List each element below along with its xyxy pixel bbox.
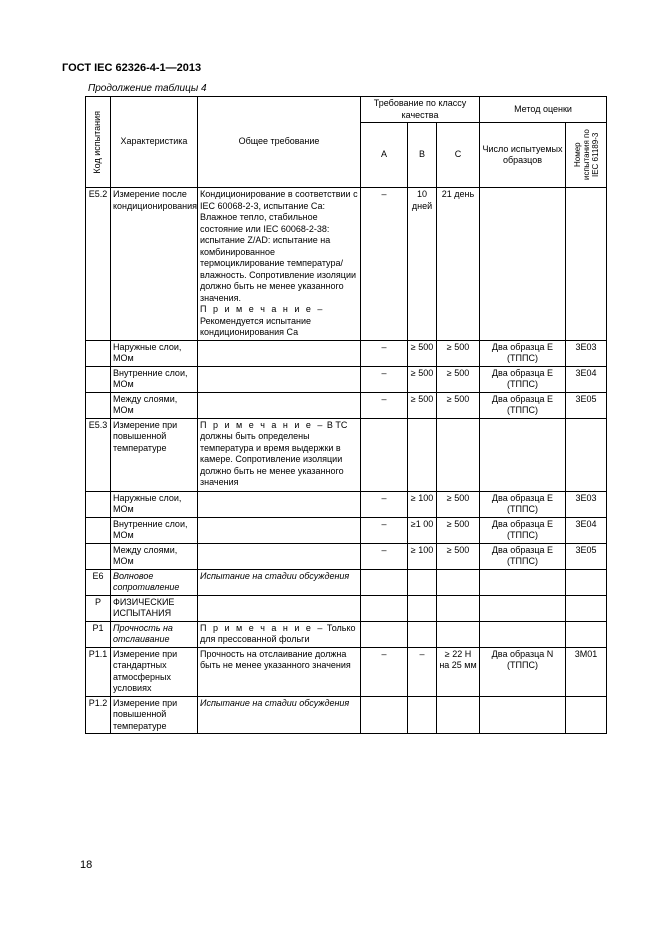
requirements-table — [85, 96, 607, 734]
header-class-b: В — [408, 123, 437, 188]
header-quality-class: Требование по классу качества — [361, 97, 480, 123]
header-method: Метод оценки — [480, 97, 607, 123]
header-class-a: А — [361, 123, 408, 188]
table-row: Е6 Волновое сопротивление Испытание на стадии обсуждения — [86, 569, 607, 595]
table-row: Между слоями, МОм – ≥ 100 ≥ 500 Два образца Е (ТППС) 3Е05 — [86, 543, 607, 569]
header-code: Код испытания — [86, 97, 111, 188]
table-row: Р1.1 Измерение при стандартных атмосферных условиях Прочность на отслаивание должна быть не менее указанного значения – – ≥ 22 Н на 25 мм Два образца N (ТППС) 3М01 — [86, 647, 607, 696]
table-row: Е5.3 Измерение при повышенной температуре П р и м е ч а н и е – В ТС должны быть определены температура и время выдержки в камере. Сопротивление изоляции должно быть не менее указанного значения — [86, 418, 607, 491]
table-row: Между слоями, МОм – ≥ 500 ≥ 500 Два образца Е (ТППС) 3Е05 — [86, 392, 607, 418]
table-row: Р ФИЗИЧЕСКИЕ ИСПЫТАНИЯ — [86, 595, 607, 621]
table-row: Р1 Прочность на отслаивание П р и м е ч а н и е – Только для прессованной фольги — [86, 621, 607, 647]
cell-code: E5.2 — [86, 188, 111, 341]
table-row: Наружные слои, МОм – ≥ 100 ≥ 500 Два образца Е (ТППС) 3Е03 — [86, 491, 607, 517]
table-row: E5.2 Измерение после кондиционирования Кондиционирование в соответствии с IEC 60068-2-3, испытание Са: Влажное тепло, стабильное состояние или IEC 60068-2-38: испытание Z/AD: испытание на комбинированное термоциклирование температура/влажность. Сопротивление изоляции должно быть не менее указанного значения. П р и м е ч а н и е – Рекомендуется испытание кондиционирования Са – 10 дней 21 день — [86, 188, 607, 341]
header-characteristic: Характеристика — [111, 97, 198, 188]
table-caption: Продолжение таблицы 4 — [88, 83, 207, 94]
header-class-c: С — [437, 123, 480, 188]
header-samples: Число испытуемых образцов — [480, 123, 566, 188]
cell-requirement: Кондиционирование в соответствии с IEC 60068-2-3, испытание Са: Влажное тепло, стабильное состояние или IEC 60068-2-38: испытание Z/AD: испытание на комбинированное термоциклирование температура/влажность. Сопротивление изоляции должно быть не менее указанного значения. П р и м е ч а н и е – Рекомендуется испытание кондиционирования Са — [198, 188, 361, 341]
document-title: ГОСТ IEC 62326-4-1—2013 — [62, 62, 202, 74]
table-row: Наружные слои, МОм – ≥ 500 ≥ 500 Два образца Е (ТППС) 3Е03 — [86, 340, 607, 366]
table-row: Внутренние слои, МОм – ≥ 500 ≥ 500 Два образца Е (ТППС) 3Е04 — [86, 366, 607, 392]
header-test-number: Номер испытания по IEC 61189-3 — [566, 123, 607, 188]
cell-characteristic: Измерение после кондиционирования — [111, 188, 198, 341]
table-row: Внутренние слои, МОм – ≥1 00 ≥ 500 Два образца Е (ТППС) 3Е04 — [86, 517, 607, 543]
header-general: Общее требование — [198, 97, 361, 188]
page-number: 18 — [80, 859, 93, 871]
table-row: Р1.2 Измерение при повышенной температуре Испытание на стадии обсуждения — [86, 696, 607, 734]
